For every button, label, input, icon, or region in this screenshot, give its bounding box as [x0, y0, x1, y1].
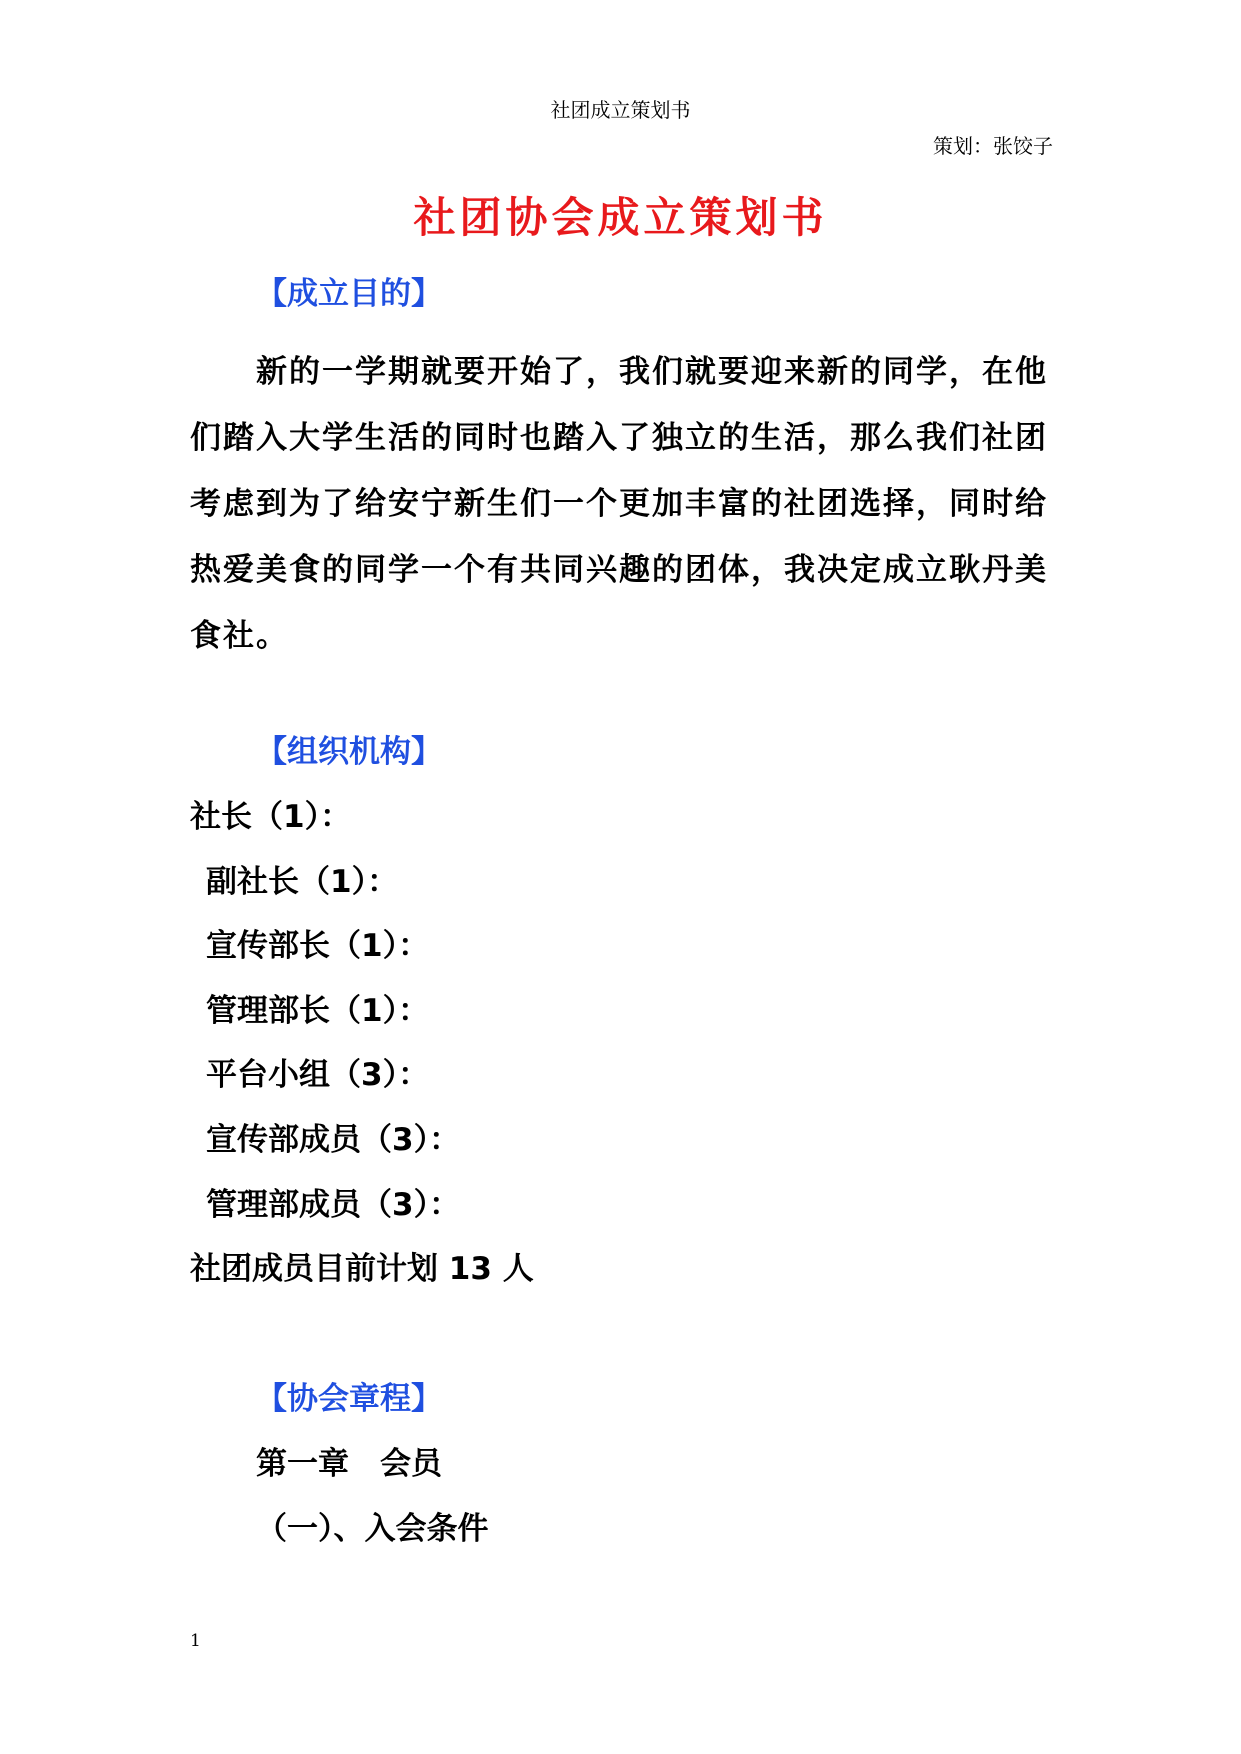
section-heading-purpose: 【成立目的】: [256, 276, 442, 312]
running-header-title: 社团成立策划书: [550, 98, 691, 122]
running-header-author: 策划：张饺子: [933, 134, 1053, 158]
section-heading-charter: 【协会章程】: [256, 1381, 442, 1417]
charter-clause-title: （一）、入会条件: [256, 1511, 489, 1547]
document-title: 社团协会成立策划书: [413, 193, 828, 242]
org-role-publicity-members: 宣传部成员（3）：: [206, 1122, 461, 1158]
org-role-platform-group: 平台小组（3）：: [206, 1057, 430, 1093]
page-number: 1: [190, 1631, 201, 1651]
org-role-management-members: 管理部成员（3）：: [206, 1187, 461, 1223]
section-heading-organization: 【组织机构】: [256, 734, 442, 770]
charter-chapter-title: 第一章 会员: [256, 1446, 442, 1482]
org-role-publicity-head: 宣传部长（1）：: [206, 928, 430, 964]
org-role-vice-president: 副社长（1）：: [206, 864, 399, 900]
org-role-management-head: 管理部长（1）：: [206, 993, 430, 1029]
org-president: 社长（1）：: [190, 799, 352, 835]
org-summary: 社团成员目前计划 13 人: [190, 1251, 534, 1287]
purpose-paragraph: 新的一学期就要开始了，我们就要迎来新的同学，在他们踏入大学生活的同时也踏入了独立的生活，那么我们社团考虑到为了给安宁新生们一个更加丰富的社团选择，同时给热爱美食的同学一个有共同兴趣的团体，我决定成立耿丹美食社。: [190, 354, 1048, 654]
